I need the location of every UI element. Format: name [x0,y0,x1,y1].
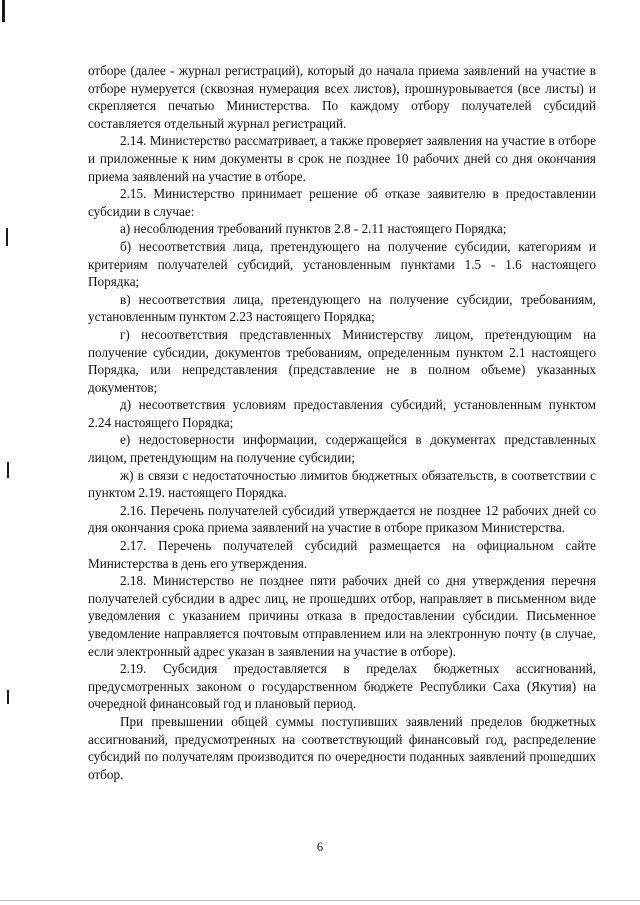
paragraph: д) несоответствия условиям предоставления субсидий, установленным пунктом 2.24 настоящего Порядка; [88,397,596,430]
paragraph: 2.14. Министерство рассматривает, а также проверяет заявления на участие в отборе и приложенные к ним документы в срок не позднее 10 рабочих дней со дня окончания приема заявлений на участие в отборе. [88,133,596,184]
paragraph: 2.15. Министерство принимает решение об отказе заявителю в предоставлении субсидии в случае: [88,186,596,219]
paragraph: а) несоблюдения требований пунктов 2.8 - 2.11 настоящего Порядка; [120,221,507,237]
document-body [88,62,596,783]
scan-artifact [2,0,5,22]
scan-artifact [7,690,9,704]
paragraph: г) несоответствия представленных Министерству лицом, претендующим на получение субсидии, документов требованиям, определенным пунктом 2.1 настоящего Порядка, или непредставления (представление не в полном объеме) указанных документов; [88,326,596,395]
paragraph: ж) в связи с недостаточностью лимитов бюджетных обязательств, в соответствии с пунктом 2.19. настоящего Порядка. [88,467,596,501]
paragraph: б) несоответствия лица, претендующего на получение субсидии, категориям и критериям получателей субсидий, установленным пунктами 1.5 - 1.6 настоящего Порядка; [88,238,596,290]
paragraph: При превышении общей суммы поступивших заявлений пределов бюджетных ассигнований, предусмотренных на соответствующий финансовый год, распределение субсидий по получателям производится по очередности поданных заявлений прошедших отбор. [88,713,596,782]
paragraph: 2.17. Перечень получателей субсидий размещается на официальном сайте Министерства в день его утверждения. [88,538,596,571]
scan-artifact [6,228,8,246]
scan-artifact [7,462,9,478]
paragraph: 2.16. Перечень получателей субсидий утверждается не позднее 12 рабочих дней со дня окончания срока приема заявлений на участие в отборе приказом Министерства. [88,502,596,536]
paragraph: 2.19. Субсидия предоставляется в пределах бюджетных ассигнований, предусмотренных законом о государственном бюджете Республики Саха (Якутия) на очередной финансовый год и плановый период. [88,661,596,712]
paragraph: в) несоответствия лица, претендующего на получение субсидии, требованиям, установленным пунктом 2.23 настоящего Порядка; [88,291,596,325]
paragraph: отборе (далее - журнал регистраций), который до начала приема заявлений на участие в отборе нумеруется (сквозная нумерация всех листов), прошнуровывается (все листы) и скрепляется печатью Министерства. По каждому отбору получателей субсидий составляется отдельный журнал регистраций. [88,63,596,131]
page-number: 6 [316,840,324,854]
paragraph: 2.18. Министерство не позднее пяти рабочих дней со дня утверждения перечня получателей субсидии в адрес лиц, не прошедших отбор, направляет в письменном виде уведомления с указанием причины отказа в предоставлении субсидии. Письменное уведомление направляется почтовым отправлением или на электронную почту (в случае, если электронный адрес указан в заявлении на участие в отборе). [88,573,596,659]
scan-edge-line [0,900,640,901]
paragraph: е) недостоверности информации, содержащейся в документах представленных лицом, претендующим на получение субсидии; [88,432,596,466]
